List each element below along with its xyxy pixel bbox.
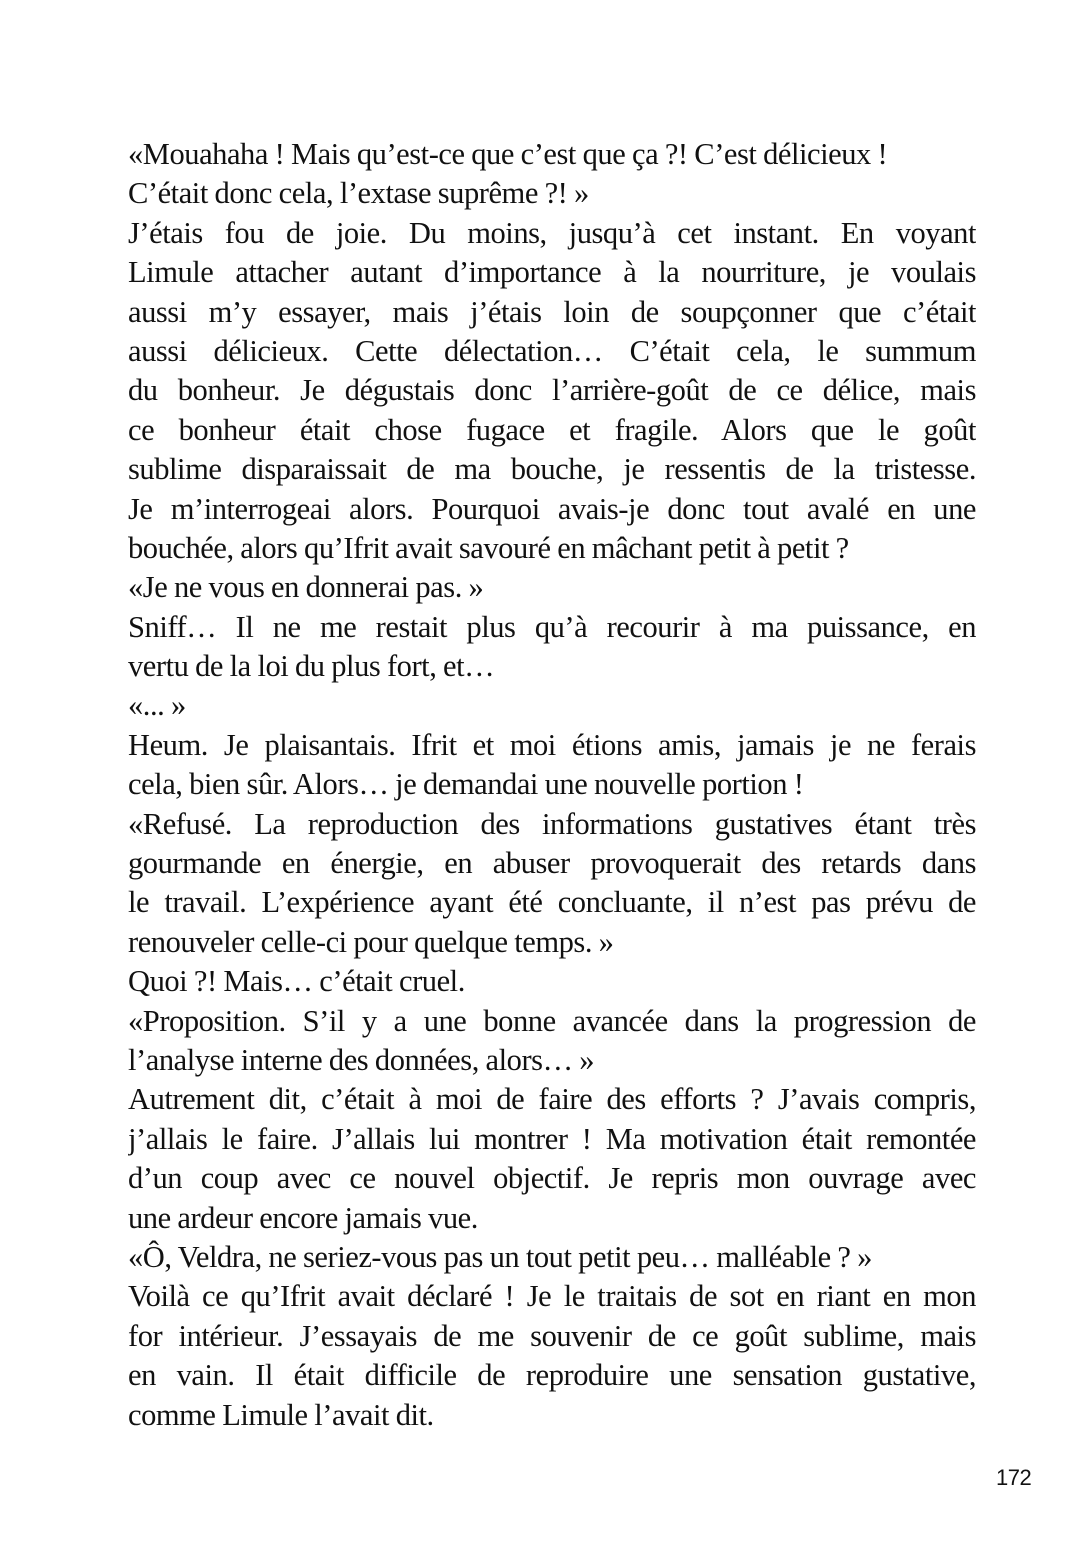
text-line: renouveler celle-ci pour quelque temps. »: [128, 924, 614, 959]
text-line: aussi délicieux. Cette délectation… C’était cela, le summum: [128, 333, 976, 368]
text-line: vertu de la loi du plus fort, et…: [128, 649, 495, 684]
text-line: Heum. Je plaisantais. Ifrit et moi étions amis, jamais je ne ferais: [128, 727, 976, 762]
body-text: [128, 135, 976, 1435]
text-line: le travail. L’expérience ayant été concluante, il n’est pas prévu de: [128, 885, 976, 920]
text-line: «... »: [128, 688, 186, 723]
text-line: Voilà ce qu’Ifrit avait déclaré ! Je le traitais de sot en riant en mon: [128, 1279, 976, 1314]
text-line: en vain. Il était difficile de reproduire une sensation gustative,: [128, 1358, 976, 1393]
text-line: Limule attacher autant d’importance à la nourriture, je voulais: [128, 255, 976, 290]
text-line: du bonheur. Je dégustais donc l’arrière-goût de ce délice, mais: [128, 373, 976, 408]
page-number: 172: [996, 1465, 1032, 1490]
text-line: ce bonheur était chose fugace et fragile. Alors que le goût: [128, 412, 976, 447]
text-line: comme Limule l’avait dit.: [128, 1397, 434, 1432]
text-line: J’étais fou de joie. Du moins, jusqu’à cet instant. En voyant: [128, 215, 976, 250]
text-line: l’analyse interne des données, alors… »: [128, 1042, 595, 1077]
text-line: sublime disparaissait de ma bouche, je ressentis de la tristesse.: [128, 452, 976, 487]
text-line: «Ô, Veldra, ne seriez-vous pas un tout petit peu… malléable ? »: [128, 1239, 872, 1274]
text-line: cela, bien sûr. Alors… je demandai une nouvelle portion !: [128, 767, 804, 802]
text-line: for intérieur. J’essayais de me souvenir de ce goût sublime, mais: [128, 1318, 976, 1353]
text-line: Autrement dit, c’était à moi de faire des efforts ? J’avais compris,: [128, 1082, 976, 1117]
text-line: «Mouahaha ! Mais qu’est-ce que c’est que ça ?! C’est délicieux !: [128, 137, 888, 171]
text-line: bouchée, alors qu’Ifrit avait savouré en mâchant petit à petit ?: [128, 530, 849, 565]
text-line: une ardeur encore jamais vue.: [128, 1200, 478, 1235]
text-line: gourmande en énergie, en abuser provoquerait des retards dans: [128, 846, 976, 881]
text-line: «Refusé. La reproduction des informations gustatives étant très: [128, 806, 976, 841]
text-line: j’allais le faire. J’allais lui montrer ! Ma motivation était remontée: [128, 1121, 976, 1156]
text-line: aussi m’y essayer, mais j’étais loin de soupçonner que c’était: [128, 294, 976, 329]
text-line: C’était donc cela, l’extase suprême ?! »: [128, 176, 589, 211]
text-line: «Je ne vous en donnerai pas. »: [128, 570, 484, 605]
text-line: Sniff… Il ne me restait plus qu’à recourir à ma puissance, en: [128, 609, 976, 644]
text-line: Je m’interrogeai alors. Pourquoi avais-je donc tout avalé en une: [128, 491, 976, 526]
text-line: d’un coup avec ce nouvel objectif. Je repris mon ouvrage avec: [128, 1161, 976, 1196]
text-line: Quoi ?! Mais… c’était cruel.: [128, 964, 465, 999]
text-line: «Proposition. S’il y a une bonne avancée dans la progression de: [128, 1003, 976, 1038]
